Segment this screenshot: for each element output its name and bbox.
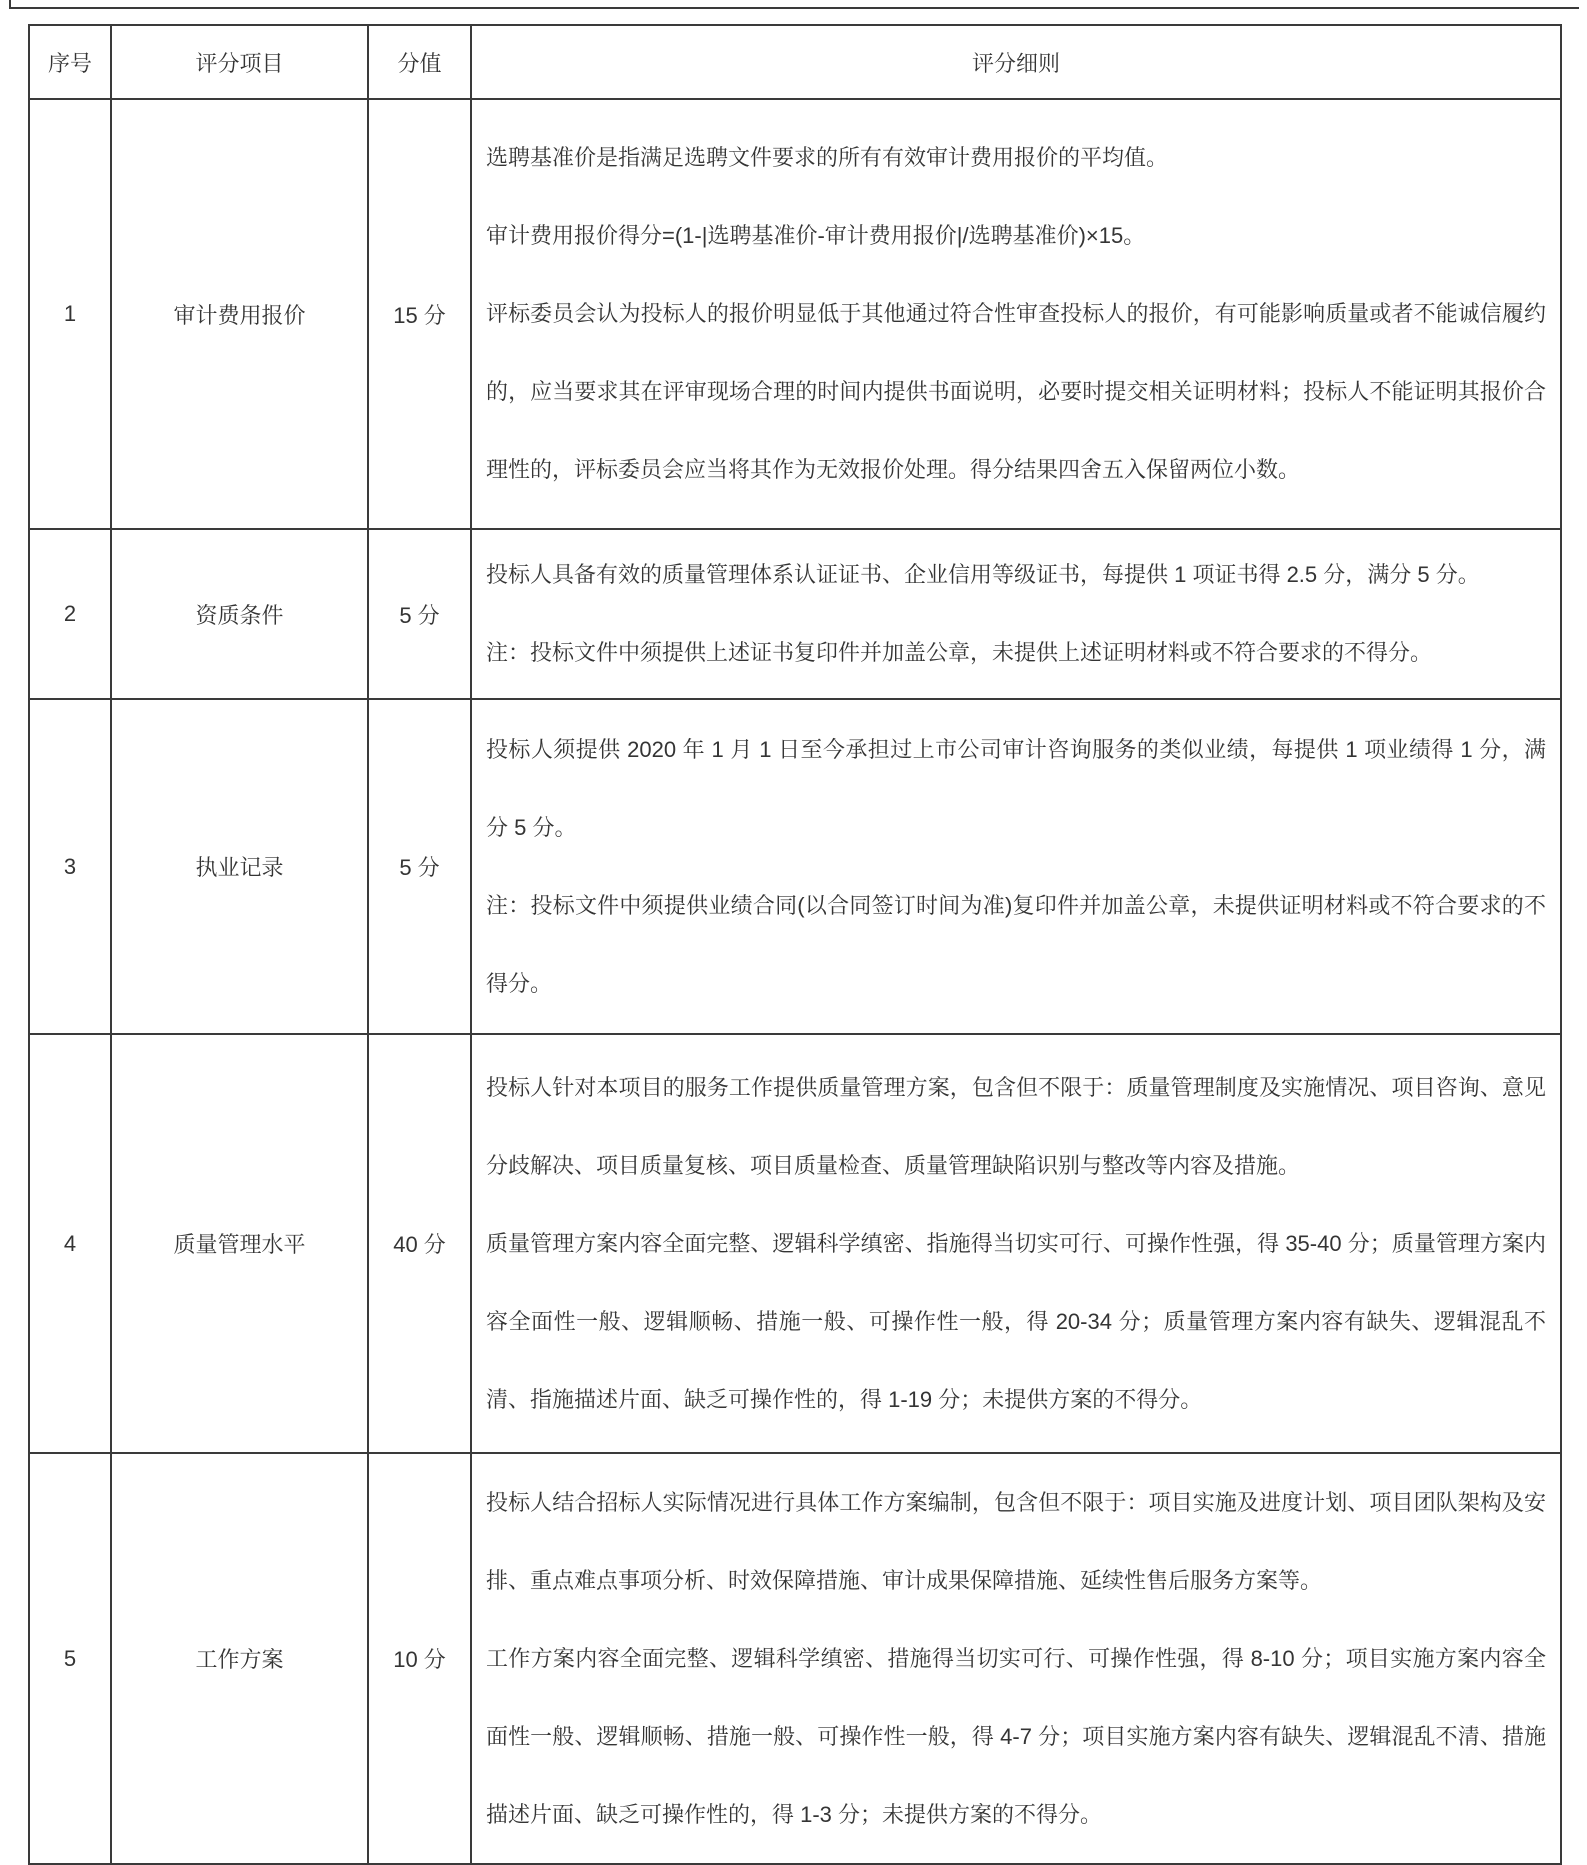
column-header-number: 序号 [29,25,111,99]
row-item: 审计费用报价 [111,99,368,529]
cropped-row-left-border [9,0,11,9]
row-number: 4 [29,1034,111,1453]
table-row [29,699,1561,1034]
table-row [29,99,1561,529]
criteria-paragraph: 投标人具备有效的质量管理体系认证证书、企业信用等级证书，每提供 1 项证书得 2.5 分，满分 5 分。 [486,562,1480,587]
header-row [29,25,1561,99]
table-row [29,1034,1561,1453]
criteria-paragraph: 质量管理方案内容全面完整、逻辑科学缜密、指施得当切实可行、可操作性强，得 35-40 分；质量管理方案内容全面性一般、逻辑顺畅、措施一般、可操作性一般，得 20-34 分；质量管理方案内容有缺失、逻辑混乱不清、指施描述片面、缺乏可操作性的，得 1-19 分；未提供方案的不得分。 [486,1230,1546,1412]
row-criteria [471,1034,1561,1453]
criteria-paragraph: 注：投标文件中须提供业绩合同(以合同签订时间为准)复印件并加盖公章，未提供证明材料或不符合要求的不得分。 [486,892,1546,996]
column-header-criteria: 评分细则 [471,25,1561,99]
row-number: 3 [29,699,111,1034]
criteria-paragraph: 投标人结合招标人实际情况进行具体工作方案编制，包含但不限于：项目实施及进度计划、项目团队架构及安排、重点难点事项分析、时效保障措施、审计成果保障措施、延续性售后服务方案等。 [486,1489,1546,1593]
row-item: 执业记录 [111,699,368,1034]
row-number: 5 [29,1453,111,1864]
row-number: 2 [29,529,111,699]
column-header-score: 分值 [368,25,471,99]
table-row [29,529,1561,699]
row-criteria [471,529,1561,699]
row-item: 质量管理水平 [111,1034,368,1453]
row-criteria [471,1453,1561,1864]
criteria-paragraph: 工作方案内容全面完整、逻辑科学缜密、措施得当切实可行、可操作性强，得 8-10 分；项目实施方案内容全面性一般、逻辑顺畅、措施一般、可操作性一般，得 4-7 分；项目实施方案内容有缺失、逻辑混乱不清、措施描述片面、缺乏可操作性的，得 1-3 分；未提供方案的不得分。 [486,1645,1546,1827]
criteria-paragraph: 审计费用报价得分=(1-|选聘基准价-审计费用报价|/选聘基准价)×15。 [486,223,1146,248]
criteria-paragraph: 投标人针对本项目的服务工作提供质量管理方案，包含但不限于：质量管理制度及实施情况、项目咨询、意见分歧解决、项目质量复核、项目质量检查、质量管理缺陷识别与整改等内容及措施。 [486,1074,1546,1178]
criteria-paragraph: 选聘基准价是指满足选聘文件要求的所有有效审计费用报价的平均值。 [486,145,1169,170]
criteria-paragraph: 注：投标文件中须提供上述证书复印件并加盖公章，未提供上述证明材料或不符合要求的不得分。 [486,640,1433,665]
row-score: 5 分 [368,529,471,699]
row-number: 1 [29,99,111,529]
row-score: 15 分 [368,99,471,529]
row-criteria [471,99,1561,529]
scoring-criteria-table [28,24,1562,1865]
row-score: 5 分 [368,699,471,1034]
criteria-paragraph: 评标委员会认为投标人的报价明显低于其他通过符合性审查投标人的报价，有可能影响质量或者不能诚信履约的，应当要求其在评审现场合理的时间内提供书面说明，必要时提交相关证明材料；投标人不能证明其报价合理性的，评标委员会应当将其作为无效报价处理。得分结果四舍五入保留两位小数。 [486,301,1546,482]
row-score: 40 分 [368,1034,471,1453]
criteria-paragraph: 投标人须提供 2020 年 1 月 1 日至今承担过上市公司审计咨询服务的类似业绩，每提供 1 项业绩得 1 分，满分 5 分。 [486,736,1546,840]
row-criteria [471,699,1561,1034]
row-item: 工作方案 [111,1453,368,1864]
table-row [29,1453,1561,1864]
column-header-item: 评分项目 [111,25,368,99]
cropped-row-bottom-border [9,7,1579,9]
row-item: 资质条件 [111,529,368,699]
row-score: 10 分 [368,1453,471,1864]
